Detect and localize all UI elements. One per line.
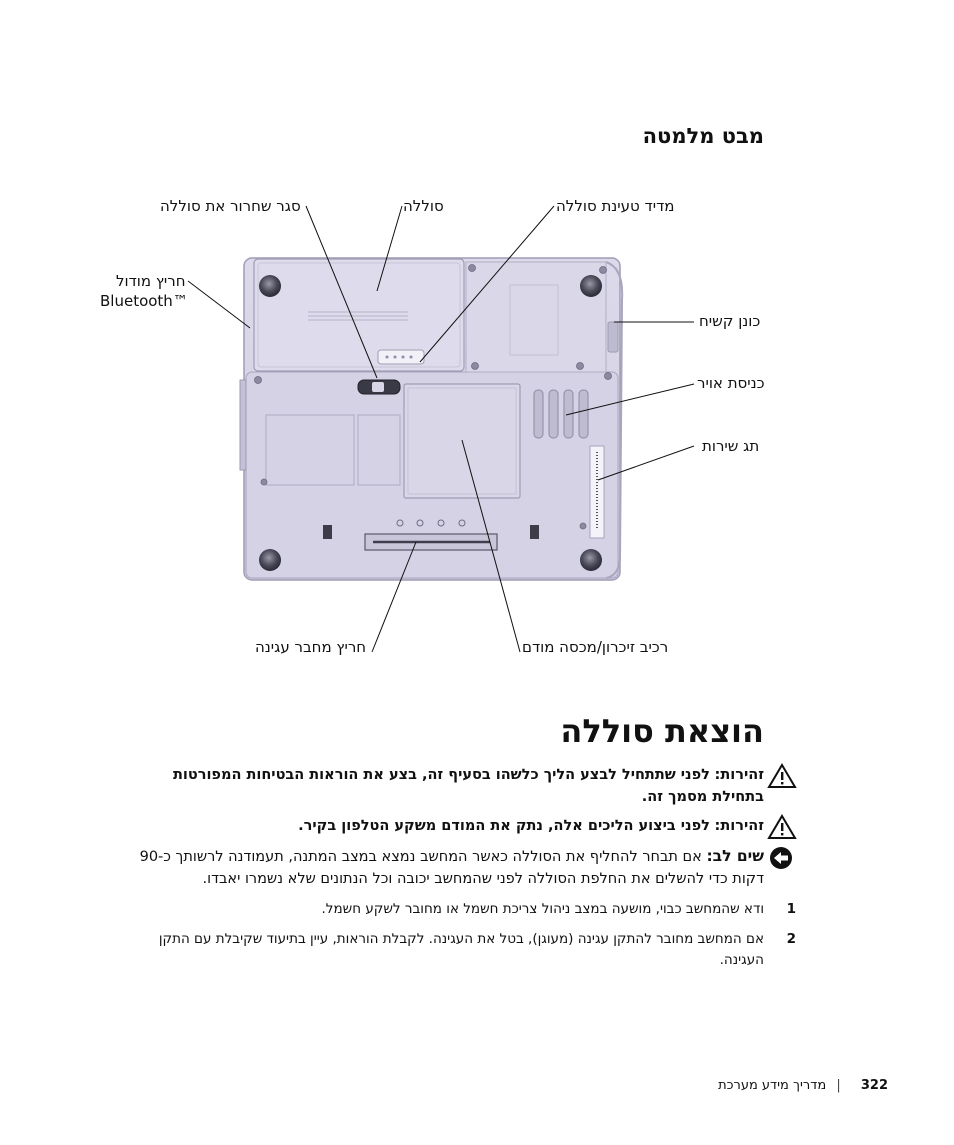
callout-bluetooth-slot-line2: Bluetooth™ — [100, 292, 188, 310]
warning-label: זהירות: — [714, 767, 764, 783]
step-text: ודא שהמחשב כבוי, מושעה במצב ניהול צריכת חשמל או מחובר לשקע חשמל. — [321, 901, 764, 917]
step-1 — [124, 899, 796, 920]
notice-icon — [767, 846, 797, 872]
callout-docking-connector: חריץ מחבר עגינה — [255, 638, 367, 656]
notice-text: אם תבחר להחליף את הסוללה כאשר המחשב נמצא במצב המתנה, תעמודנה לרשותך כ-90 דקות כדי להשלים את החלפת הסוללה לפני שהמחשב יכובה וכל הנתונים שלא נשמרו יאבדו. — [139, 849, 764, 887]
notice — [124, 845, 764, 890]
callout-battery-charge-gauge: מדיד טעינת סוללה — [556, 197, 675, 215]
warning-2 — [124, 815, 764, 837]
callout-bluetooth-slot-line1: חריץ מודול — [116, 272, 186, 290]
notice-label: שים לב: — [706, 847, 764, 865]
step-text: אם המחשב מחובר להתקן עגינה (מעוגן), בטל את העגינה. לקבלת הוראות, עיין בתיעוד שקיבלת עם התקן העגינה. — [158, 931, 764, 968]
callout-battery: סוללה — [403, 197, 444, 215]
callout-memory-modem-cover: רכיב זיכרון/מכסה מודם — [522, 638, 669, 656]
warning-icon — [767, 814, 797, 840]
footer-separator: | — [836, 1078, 841, 1093]
warning-text: לפני שתתחיל לבצע הליך כלשהו בסעיף זה, בצע את הוראות הבטיחות המפורטות בתחילת מסמך זה. — [172, 767, 764, 805]
battery-shape — [254, 259, 464, 371]
step-number: 1 — [786, 901, 796, 917]
step-2 — [124, 929, 796, 971]
page-footer — [718, 1078, 888, 1093]
callout-fan-vents: כניסת אויר — [697, 374, 765, 392]
warning-icon — [767, 763, 797, 789]
warning-label: זהירות: — [714, 818, 764, 834]
step-number: 2 — [786, 931, 796, 947]
warning-1 — [124, 764, 764, 808]
section-title: מבט מלמטה — [642, 124, 764, 148]
main-heading: הוצאת סוללה — [560, 712, 764, 750]
callout-hard-drive: כונן קשיח — [699, 312, 761, 330]
callout-service-tag: תג שירות — [702, 437, 760, 455]
service-tag-shape — [590, 446, 604, 538]
guide-title: מדריך מידע מערכת — [718, 1078, 827, 1093]
warning-text: לפני ביצוע הליכים אלה, נתק את המודם משקע הטלפון בקיר. — [298, 818, 710, 834]
page-number: 322 — [860, 1078, 888, 1093]
callout-battery-release-latch: סגר שחרור את סוללה — [160, 197, 301, 215]
